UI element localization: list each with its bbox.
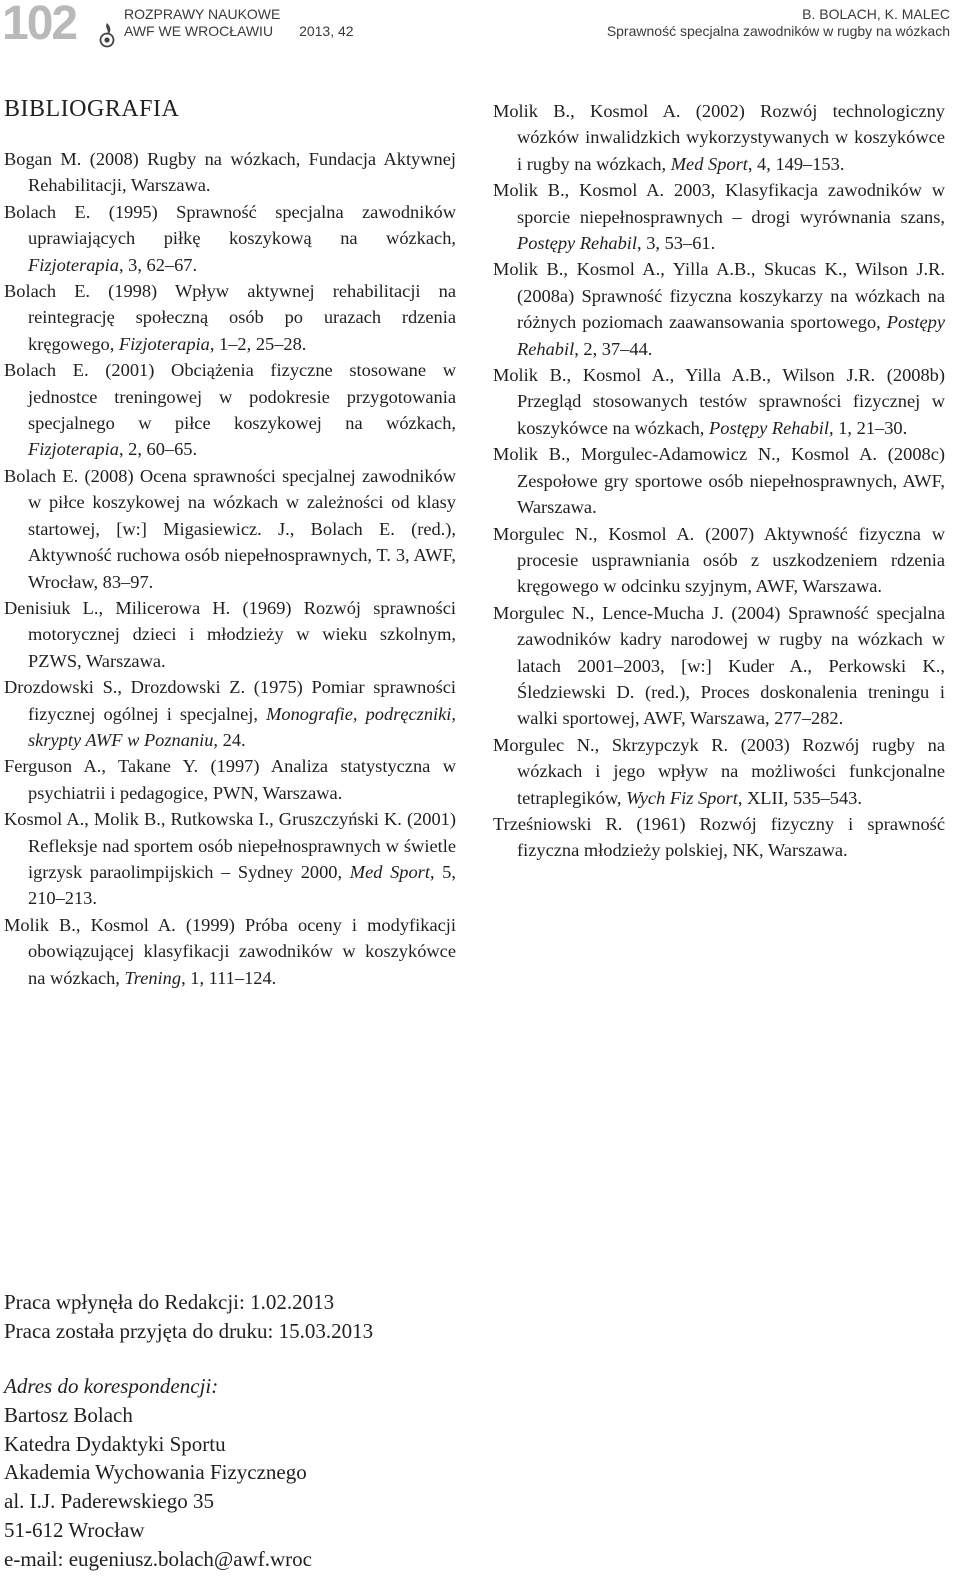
accepted-date: Praca została przyjęta do druku: 15.03.2013 [4, 1319, 374, 1343]
bibliography-left-column [4, 146, 456, 991]
reference-text: Bogan M. (2008) Rugby na wózkach, Fundacja Aktywnej Rehabilitacji, Warszawa. [4, 149, 456, 196]
address-line: Bartosz Bolach [4, 1402, 133, 1427]
reference-details: , XLII, 535–543. [737, 787, 862, 808]
address-line: al. I.J. Paderewskiego 35 [4, 1489, 214, 1514]
publication-line1: ROZPRAWY NAUKOWE [124, 6, 281, 22]
reference-entry [4, 199, 456, 278]
reference-entry [4, 463, 456, 595]
reference-entry [493, 732, 945, 811]
reference-entry [493, 98, 945, 177]
reference-entry [4, 674, 456, 753]
reference-text: Denisiuk L., Milicerowa H. (1969) Rozwój sprawności motorycznej dzieci i młodzieży w wieku szkolnym, PZWS, Warszawa. [4, 597, 456, 671]
running-title: Sprawność specjalna zawodników w rugby na wózkach [606, 23, 950, 39]
reference-details: , 4, 149–153. [747, 153, 845, 174]
reference-details: , 1, 111–124. [181, 967, 277, 988]
reference-text: Morgulec N., Lence-Mucha J. (2004) Sprawność specjalna zawodników kadry narodowej w rugby na wózkach w latach 2001–2003, [w:] Kuder A., Perkowski K., Śledziewski D. (red.), Proces doskonalenia treningu i walki sportowej, AWF, Warszawa, 277–282. [493, 602, 945, 729]
authors: B. BOLACH, K. MALEC [802, 6, 950, 22]
reference-details: , 3, 62–67. [118, 254, 198, 275]
reference-text: Ferguson A., Takane Y. (1997) Analiza statystyczna w psychiatrii i pedagogice, PWN, Warszawa. [4, 756, 456, 803]
reference-entry [493, 600, 945, 732]
reference-entry [4, 912, 456, 991]
reference-source-title: Fizjoterapia [28, 254, 119, 275]
reference-text: Bolach E. (2001) Obciążenia fizyczne stosowane w jednostce treningowej w podokresie przygotowania specjalnego w piłce koszykowej na wózkach, [4, 360, 456, 434]
reference-details: , 24. [213, 729, 246, 750]
reference-entry [493, 362, 945, 441]
email-line: e-mail: eugeniusz.bolach@awf.wroc [4, 1546, 312, 1571]
reference-text: Molik B., Kosmol A. (1999) Próba oceny i modyfikacji obowiązującej klasyfikacji zawodników w koszykówce na wózkach, [4, 914, 456, 988]
reference-details: , 1–2, 25–28. [209, 333, 307, 354]
reference-source-title: Postępy Rehabil [517, 233, 638, 254]
reference-details: , 5, 210–213. [28, 861, 456, 909]
reference-source-title: Fizjoterapia [118, 333, 210, 354]
reference-entry [493, 177, 945, 256]
reference-entry [4, 357, 456, 463]
reference-text: Morgulec N., Skrzypczyk R. (2003) Rozwój rugby na wózkach i jego wpływ na możliwości funkcjonalne tetraplegików, [493, 734, 945, 808]
reference-source-title: Trening [124, 967, 182, 988]
reference-text: Kosmol A., Molik B., Rutkowska I., Gruszczyński K. (2001) Refleksje nad sportem osób niepełnosprawnych w świetle igrzysk paraolimpijskich – Sydney 2000, [4, 809, 456, 882]
reference-entry [493, 441, 945, 520]
reference-details: , 3, 53–61. [637, 233, 716, 254]
publication-name [124, 6, 354, 40]
reference-details: , 2, 37–44. [574, 338, 653, 359]
address-line: 51-612 Wrocław [4, 1517, 145, 1542]
reference-entry [493, 811, 945, 864]
reference-source-title: Postępy Rehabil [517, 312, 945, 359]
reference-text: Molik B., Morgulec-Adamowicz N., Kosmol A. (2008c) Zespołowe gry sportowe osób niepełnosprawnych, AWF, Warszawa. [493, 444, 945, 518]
reference-source-title: Monografie, podręczniki, skrypty AWF w Poznaniu [28, 703, 457, 750]
reference-text: Drozdowski S., Drozdowski Z. (1975) Pomiar sprawności fizycznej ogólnej i specjalnej, [4, 677, 456, 724]
correspondence-label: Adres do korespondencji: [4, 1374, 219, 1398]
reference-source-title: Med Sport [349, 861, 430, 882]
reference-entry [4, 595, 456, 674]
bibliography-right-column [493, 98, 945, 864]
reference-entry [493, 256, 945, 362]
year-volume: 2013, 42 [299, 23, 354, 39]
reference-text: Bolach E. (2008) Ocena sprawności specjalnej zawodników w piłce koszykowej na wózkach w zależności od klasy startowej, [w:] Migasiewicz. J., Bolach E. (red.), Aktywność ruchowa osób niepełnosprawnych, T. 3, AWF, Wrocław, 83–97. [4, 465, 456, 592]
reference-text: Trześniowski R. (1961) Rozwój fizyczny i sprawność fizyczna młodzieży polskiej, NK, Warszawa. [493, 813, 945, 861]
reference-source-title: Fizjoterapia [28, 439, 119, 460]
publication-line2: AWF WE WROCŁAWIU [124, 23, 274, 39]
reference-entry [4, 146, 456, 199]
bibliography-title: BIBLIOGRAFIA [4, 96, 180, 122]
running-head [607, 6, 950, 40]
reference-text: Molik B., Kosmol A., Yilla A.B., Skucas K., Wilson J.R. (2008a) Sprawność fizyczna koszykarzy na wózkach na różnych poziomach zaawansowania sportowego, [493, 259, 945, 333]
awf-flame-logo-icon [96, 22, 118, 48]
reference-entry [4, 806, 456, 912]
reference-source-title: Med Sport [670, 153, 748, 174]
reference-details: , 1, 21–30. [829, 417, 908, 438]
reference-source-title: Wych Fiz Sport [626, 787, 738, 808]
reference-text: Molik B., Kosmol A. (2002) Rozwój technologiczny wózków inwalidzkich wykorzystywanych w koszykówce i rugby na wózkach, [493, 101, 945, 174]
reference-details: , 2, 60–65. [118, 439, 198, 460]
reference-entry [4, 753, 456, 806]
reference-source-title: Postępy Rehabil [709, 417, 830, 438]
reference-text: Molik B., Kosmol A., Yilla A.B., Wilson J.R. (2008b) Przegląd stosowanych testów sprawności fizycznej w koszykówce na wózkach, [493, 365, 945, 438]
submission-dates [4, 1288, 373, 1346]
reference-text: Bolach E. (1998) Wpływ aktywnej rehabilitacji na reintegrację społeczną osób po urazach rdzenia kręgowego, [4, 281, 456, 354]
page-number: 102 [2, 0, 77, 50]
reference-text: Bolach E. (1995) Sprawność specjalna zawodników uprawiających piłkę koszykową na wózkach, [4, 201, 456, 249]
page-header [0, 0, 960, 50]
address-line: Katedra Dydaktyki Sportu [4, 1431, 226, 1456]
reference-text: Morgulec N., Kosmol A. (2007) Aktywność fizyczna w procesie usprawniania osób z uszkodzeniem rdzenia kręgowego w odcinku szyjnym, AWF, Warszawa. [493, 523, 945, 597]
reference-entry [493, 521, 945, 600]
address-line: Akademia Wychowania Fizycznego [4, 1460, 307, 1485]
received-date: Praca wpłynęła do Redakcji: 1.02.2013 [4, 1290, 335, 1314]
reference-entry [4, 278, 456, 357]
correspondence-address [4, 1372, 312, 1574]
reference-text: Molik B., Kosmol A. 2003, Klasyfikacja zawodników w sporcie niepełnosprawnych – drogi wyrównania szans, [493, 180, 945, 227]
